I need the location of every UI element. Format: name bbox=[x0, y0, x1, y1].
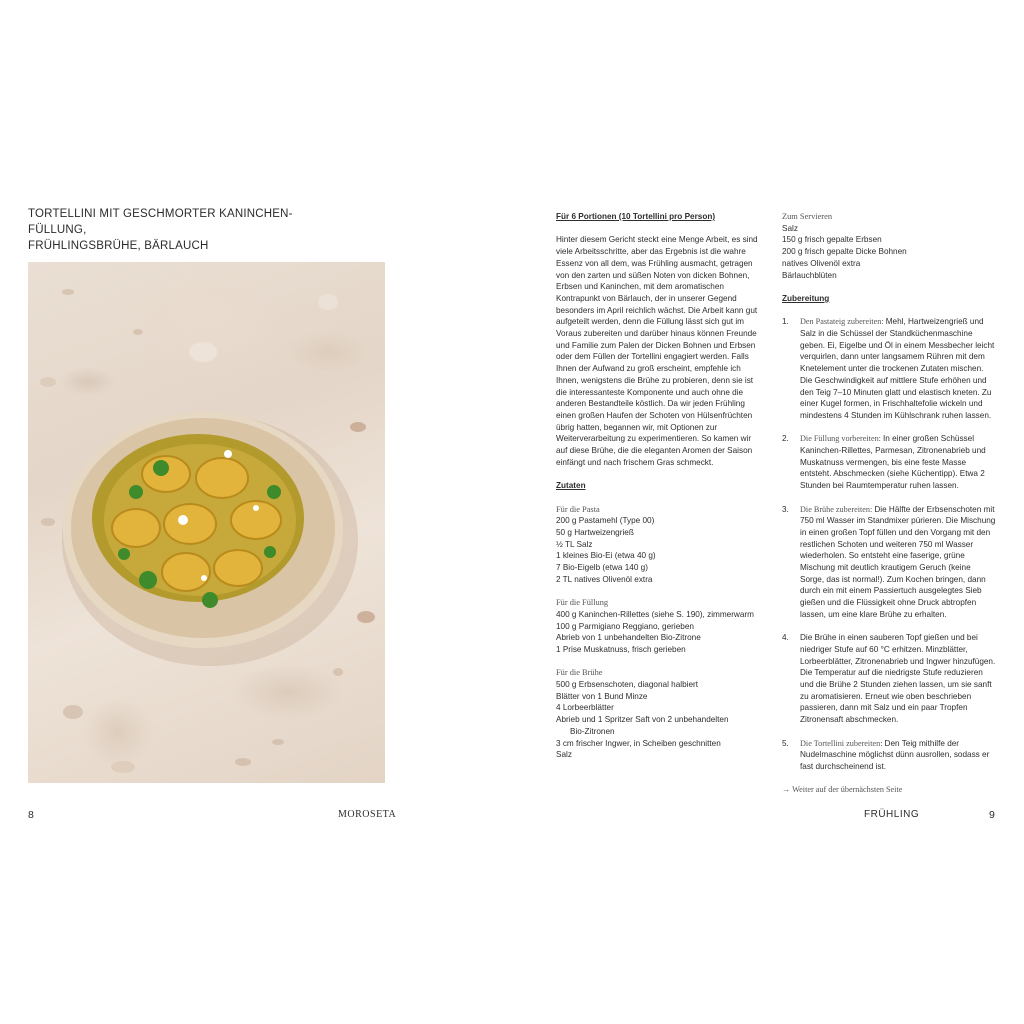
step-number: 3. bbox=[782, 504, 789, 514]
running-head-right: FRÜHLING bbox=[864, 809, 920, 820]
step-number: 5. bbox=[782, 738, 789, 748]
method-step bbox=[782, 738, 996, 773]
step-number: 4. bbox=[782, 633, 789, 643]
ingredient-group-label: Für die Brühe bbox=[556, 668, 603, 678]
ingredients-heading: Zutaten bbox=[556, 481, 586, 491]
ingredient-item: 150 g frisch gepalte Erbsen bbox=[782, 235, 882, 245]
ingredient-group-label: Für die Füllung bbox=[556, 598, 609, 608]
method-step bbox=[782, 316, 996, 421]
ingredient-item: 50 g Hartweizengrieß bbox=[556, 527, 634, 537]
continue-note: → Weiter auf der übernächsten Seite bbox=[782, 785, 903, 795]
recipe-title-line: TORTELLINI MIT GESCHMORTER KANINCHEN-FÜLLUNG, bbox=[28, 208, 293, 236]
ingredient-item: 3 cm frischer Ingwer, in Scheiben geschnitten bbox=[556, 738, 721, 748]
ingredient-item: 2 TL natives Olivenöl extra bbox=[556, 574, 653, 584]
step-lead: Die Füllung vorbereiten: bbox=[800, 434, 883, 444]
method-step bbox=[782, 433, 996, 492]
running-head-left: MOROSETA bbox=[338, 809, 397, 820]
ingredient-item: Salz bbox=[556, 750, 572, 760]
ingredient-item: 400 g Kaninchen-Rillettes (siehe S. 190), zimmerwarm bbox=[556, 609, 754, 619]
ingredient-item: Abrieb von 1 unbehandelten Bio-Zitrone bbox=[556, 633, 701, 643]
step-text: Die Brühe in einen sauberen Topf gießen und bei niedriger Stufe auf 60 °C erhitzen. Minzblätter, Lorbeerblätter, Zitronenabrieb und Ingwer hinzufügen. Die Temperatur auf die niedrigste Stufe reduzieren und die Brühe 2 Stunden ziehen lassen, um sie sanft zu aromatisieren. Erneut wie oben beschrieben passieren, dann mit Salz und ein paar Tropfen Zitronensaft abschmecken. bbox=[800, 633, 996, 725]
intro-text: Hinter diesem Gericht steckt eine Menge Arbeit, es sind viele Arbeitsschritte, aber das Ergebnis ist die wahre Essenz von all dem, was Frühling ausmacht, getragen von den zarten und süßen Noten von dicken Bohnen, Erbsen und Kaninchen, mit dem aromatischen Kontrapunkt von Bärlauch, der in unserer Gegend besonders im April reichlich wächst. Die Arbeit kann gut aufgeteilt werden, denn die Füllung lässt sich gut im Voraus zubereiten und darüber hinaus können Freunde und Familie zum Palen der Dicken Bohnen und Erbsen oder dem Füllen der Tortellini engagiert werden. Falls Ihnen der Aufwand zu groß erscheint, empfehle ich Ihnen, wenigstens die Brühe zu probieren, denn sie ist die interessanteste Komponente und auch ohne die anderen Bestandteile köstlich. Da wir jeden Frühling einen großen Haufen der Schoten von Hülsenfrüchten übrig hatten, begannen wir, mit Optionen zur Weiterverarbeitung zu experimentieren. So kamen wir auf diese Brühe, die die eleganten Aromen der Saison einfängt und nach frischem Gras schmeckt. bbox=[556, 235, 758, 467]
step-number: 1. bbox=[782, 317, 789, 327]
ingredient-item: 200 g frisch gepalte Dicke Bohnen bbox=[782, 247, 907, 257]
method-step bbox=[782, 632, 996, 726]
page-number-right: 9 bbox=[989, 809, 996, 821]
ingredient-item: Bärlauchblüten bbox=[782, 270, 837, 280]
step-lead: Die Tortellini zubereiten: bbox=[800, 738, 885, 748]
ingredient-item: 200 g Pastamehl (Type 00) bbox=[556, 516, 655, 526]
ingredient-item: Salz bbox=[782, 223, 798, 233]
column-intro bbox=[556, 211, 764, 761]
servings: Für 6 Portionen (10 Tortellini pro Person) bbox=[556, 212, 716, 221]
photo-illustration bbox=[28, 262, 385, 783]
ingredient-group-label: Zum Servieren bbox=[782, 212, 833, 221]
ingredient-item: 100 g Parmigiano Reggiano, gerieben bbox=[556, 621, 694, 631]
ingredient-item: ½ TL Salz bbox=[556, 539, 593, 549]
step-number: 2. bbox=[782, 434, 789, 444]
step-lead: Die Brühe zubereiten: bbox=[800, 504, 875, 514]
ingredient-item: Blätter von 1 Bund Minze bbox=[556, 691, 648, 701]
method-heading: Zubereitung bbox=[782, 293, 830, 303]
step-text: In einer großen Schüssel Kaninchen-Rillettes, Parmesan, Zitronenabrieb und Muskatnuss vermengen, bis eine feste Masse entsteht. Abschmecken (siehe Küchentipp). Etwa 2 Stunden bei Raumtemperatur ruhen lassen. bbox=[800, 434, 986, 491]
ingredient-item: natives Olivenöl extra bbox=[782, 258, 861, 268]
step-lead: Den Pastateig zubereiten: bbox=[800, 317, 886, 327]
recipe-title bbox=[28, 206, 348, 254]
ingredient-group-label: Für die Pasta bbox=[556, 504, 600, 514]
recipe-title-line: FRÜHLINGSBRÜHE, BÄRLAUCH bbox=[28, 240, 209, 252]
step-text: Den Teig mithilfe der Nudelmaschine möglichst dünn ausrollen, sodass er fast durchscheinend ist. bbox=[800, 738, 990, 771]
ingredient-item: 1 Prise Muskatnuss, frisch gerieben bbox=[556, 644, 686, 654]
step-text: Die Hälfte der Erbsenschoten mit 750 ml Wasser im Standmixer pürieren. Die Mischung in einen großen Topf füllen und den Vorgang mit den restlichen Schoten und weiteren 750 ml Wasser wiederholen. So entsteht eine faserige, grüne Mischung mit deutlich krautigem Geruch (keine Sorge, das ist normal!). Zum Kochen bringen, dann durch ein mit einem Passiertuch ausgelegtes Sieb gießen und die Flüssigkeit ohne Druck abtropfen lassen, um eine klare Brühe zu erhalten. bbox=[800, 504, 996, 619]
tortellini-soup-photo bbox=[28, 262, 385, 783]
ingredient-item: 1 kleines Bio-Ei (etwa 40 g) bbox=[556, 551, 656, 561]
page-number-left: 8 bbox=[28, 809, 35, 821]
ingredient-item: 7 Bio-Eigelb (etwa 140 g) bbox=[556, 563, 648, 573]
ingredient-item: 500 g Erbsenschoten, diagonal halbiert bbox=[556, 680, 699, 690]
step-text: Mehl, Hartweizengrieß und Salz in die Schüssel der Standküchenmaschine geben. Ei, Eigelbe und Öl in einem Messbecher leicht verquirlen, dann unter langsamem Rühren mit dem Knetelement unter die trockenen Zutaten mischen. Die Geschwindigkeit auf mittlere Stufe erhöhen und den Teig 7–10 Minuten glatt und elastisch kneten. Zu einer Kugel formen, in Frischhaltefolie wickeln und mindestens 4 Stunden im Kühlschrank ruhen lassen. bbox=[800, 317, 995, 420]
column-method bbox=[782, 211, 996, 796]
ingredient-item: Abrieb und 1 Spritzer Saft von 2 unbehandelten bbox=[556, 715, 729, 725]
ingredient-item: 4 Lorbeerblätter bbox=[556, 703, 614, 713]
ingredient-item: Bio-Zitronen bbox=[570, 726, 615, 736]
method-step bbox=[782, 504, 996, 621]
